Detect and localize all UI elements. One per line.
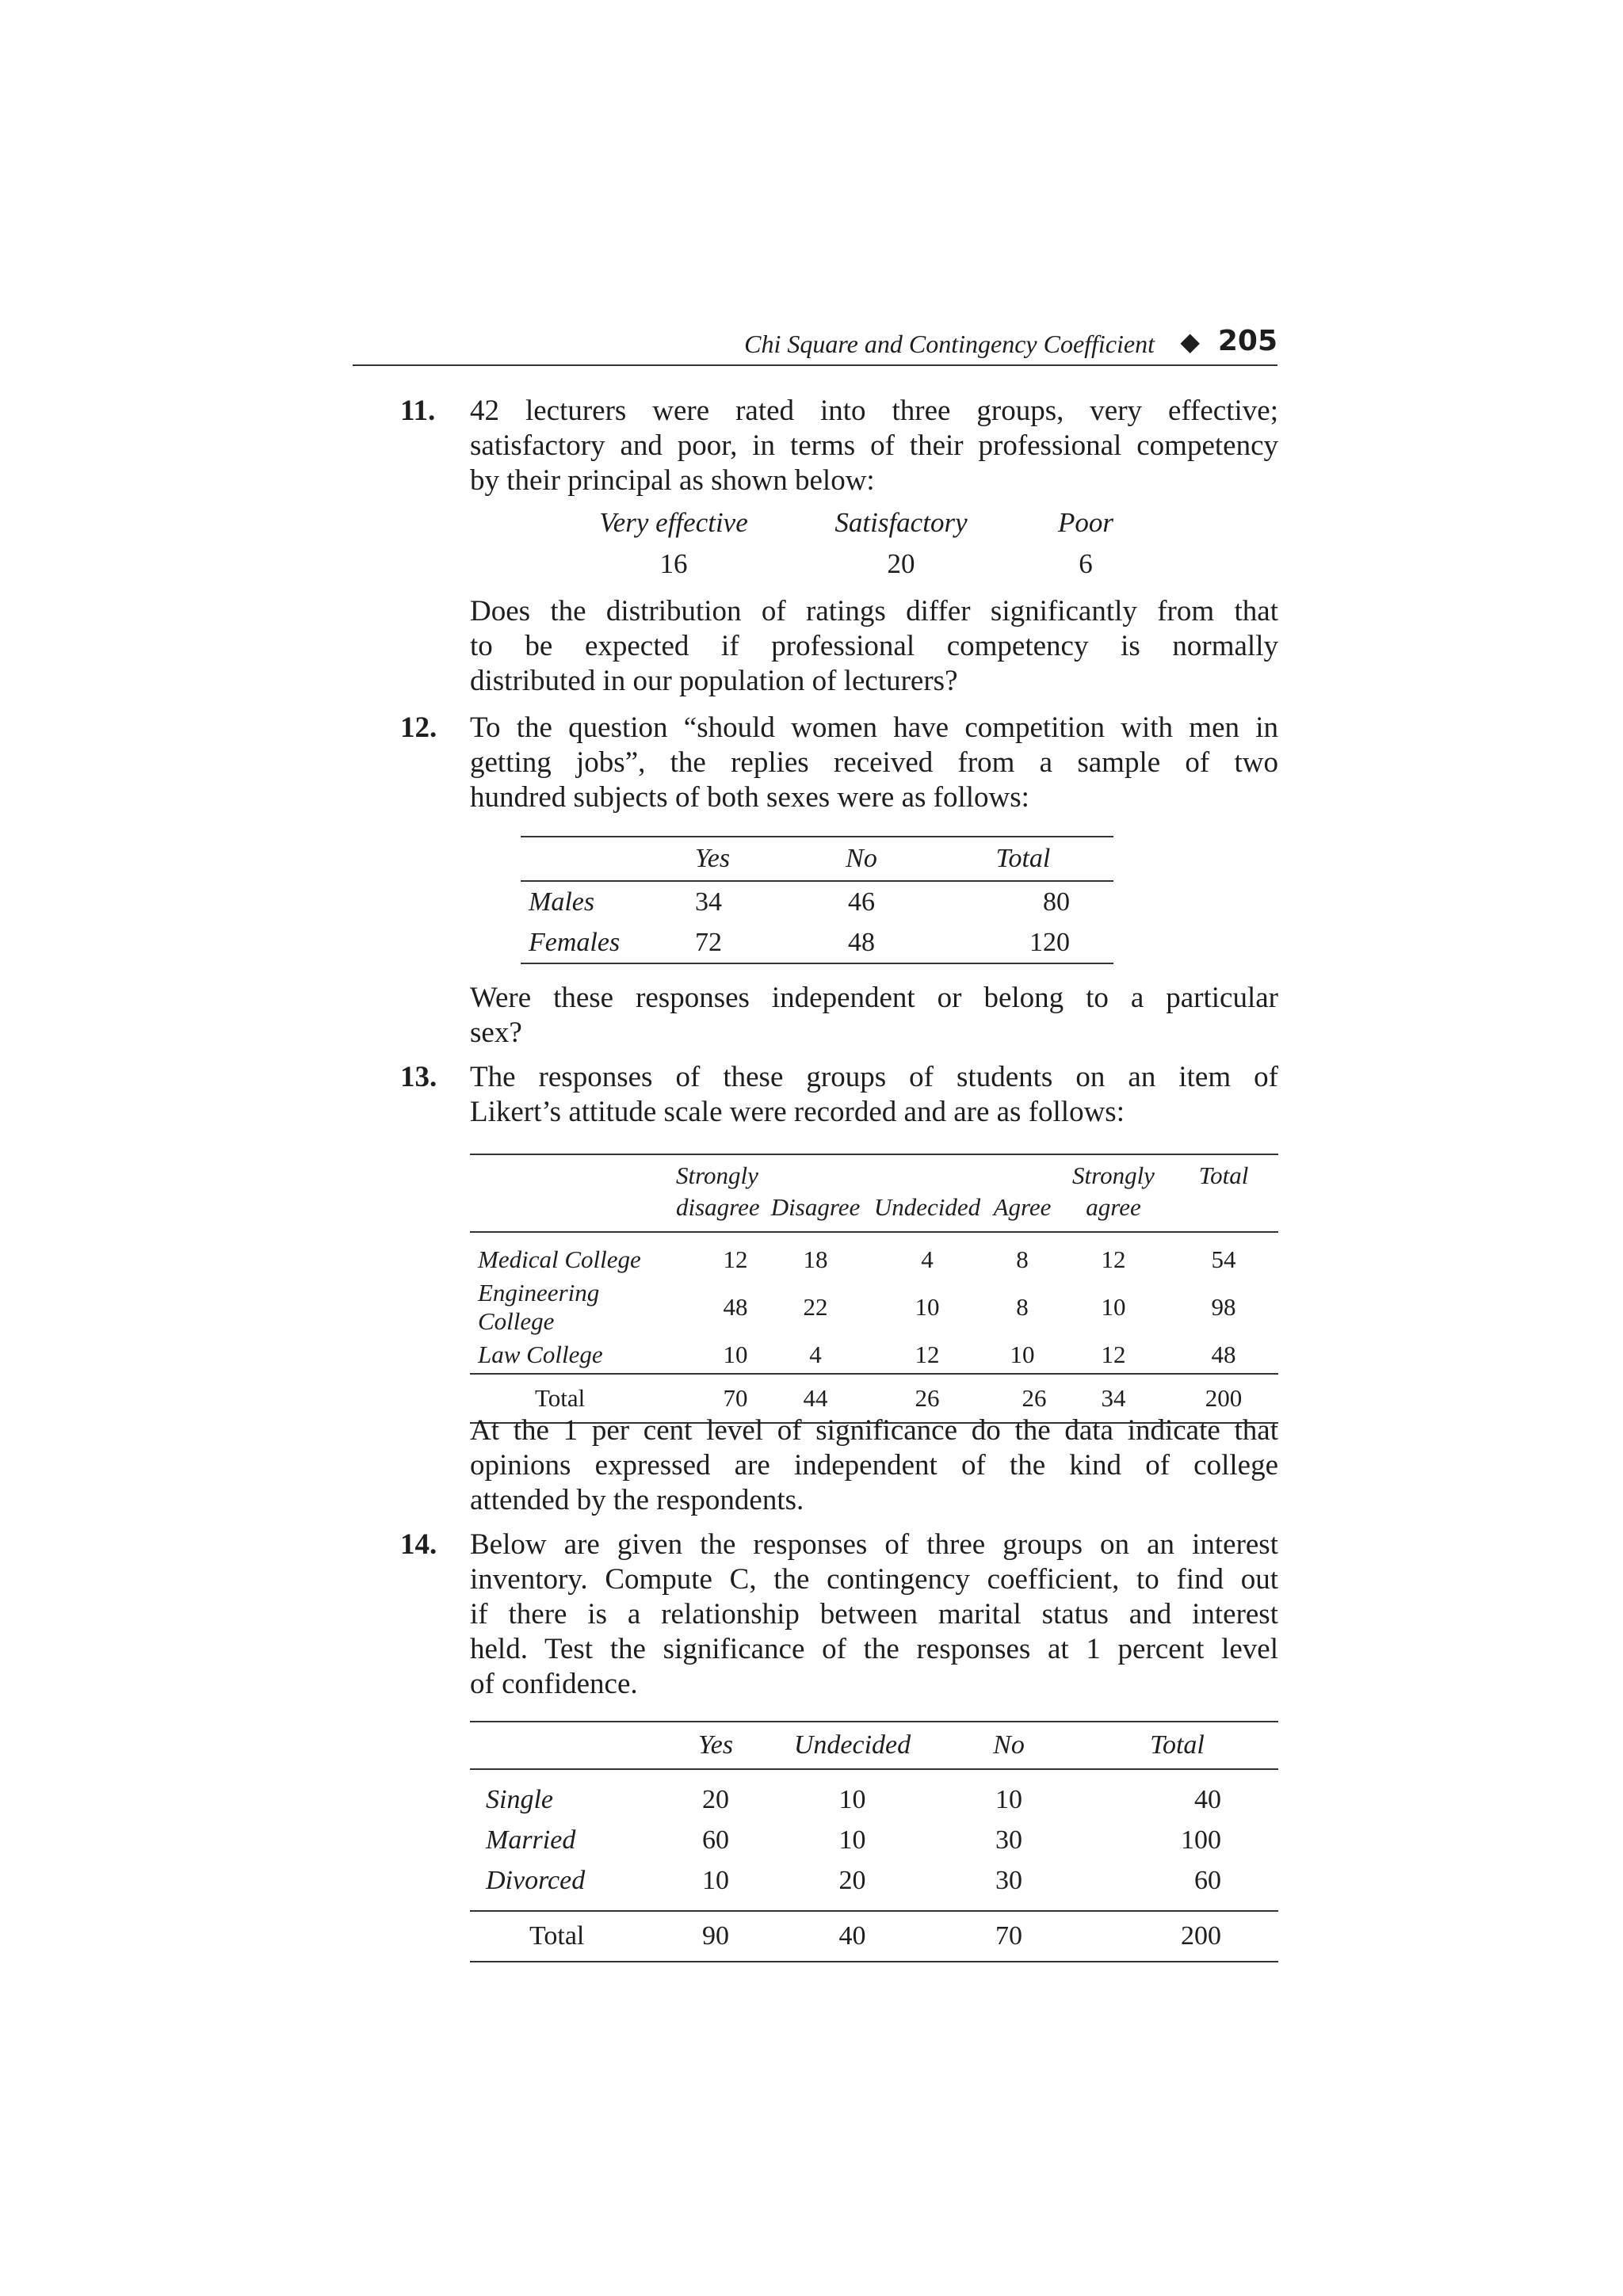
table-cell: 10	[915, 1293, 940, 1321]
table-header	[868, 1154, 987, 1232]
table-cell: 46	[848, 887, 875, 917]
rating-header-very-effective: Very effective	[599, 507, 748, 538]
table-cell: Total	[535, 1384, 586, 1412]
table-row	[470, 1279, 1278, 1336]
table-header-row	[521, 837, 1113, 881]
text-line: attended by the respondents.	[470, 1484, 804, 1516]
table-cell: 60	[702, 1825, 729, 1855]
table-cell: Medical College	[478, 1245, 641, 1273]
table-cell: 12	[915, 1340, 940, 1368]
text-line: inventory. Compute C, the contingency coefficient, to find out	[470, 1563, 1278, 1596]
table-cell: 12	[723, 1245, 748, 1273]
table-header	[470, 1154, 676, 1232]
table-header: Yes	[697, 1730, 734, 1760]
question-14-text	[470, 1527, 1278, 1702]
table-cell: 48	[723, 1293, 748, 1321]
rating-value-poor: 6	[1079, 548, 1093, 579]
likert-response-table	[470, 1154, 1278, 1424]
running-header	[353, 325, 1277, 366]
text-line: if there is a relationship between marital status and interest	[470, 1598, 1278, 1630]
table-cell: Engineering College	[478, 1279, 600, 1335]
table-cell: 60	[1194, 1865, 1221, 1895]
table-header	[521, 837, 695, 881]
table-cell: 10	[995, 1784, 1022, 1814]
table-header	[763, 1154, 868, 1232]
question-11-prompt	[470, 594, 1278, 699]
rating-value-very-effective: 16	[659, 548, 688, 579]
table-cell: 30	[995, 1825, 1022, 1855]
text-line: opinions expressed are independent of the kind of college	[470, 1449, 1278, 1482]
table-cell: Females	[529, 927, 621, 957]
table-cell: 30	[995, 1865, 1022, 1895]
table-cell: Males	[529, 887, 595, 917]
table-cell: 10	[702, 1865, 729, 1895]
table-header	[470, 1722, 668, 1769]
question-11-text	[470, 394, 1278, 498]
page-number: 205	[1217, 325, 1277, 357]
table-row	[470, 1820, 1278, 1860]
text-line: Likert’s attitude scale were recorded and are as follows:	[470, 1096, 1125, 1128]
question-13-text	[470, 1060, 1278, 1130]
table-cell: 22	[803, 1293, 828, 1321]
text-line: by their principal as shown below:	[470, 464, 875, 497]
table-cell: 48	[848, 927, 875, 957]
question-14-number: 14.	[400, 1528, 437, 1561]
table-header: No	[993, 1730, 1025, 1760]
table-cell: 12	[1101, 1340, 1126, 1368]
question-12-text	[470, 711, 1278, 815]
text-line: distributed in our population of lecturers?	[470, 665, 958, 697]
table-row	[470, 1860, 1278, 1911]
table-cell: 200	[1205, 1384, 1243, 1412]
gender-response-table	[521, 836, 1113, 964]
table-cell: 34	[1101, 1384, 1126, 1412]
table-cell: 10	[838, 1825, 866, 1855]
table-cell: Law College	[478, 1340, 603, 1368]
table-header-row	[470, 1722, 1278, 1769]
text-line: To the question “should women have competition with men in	[470, 711, 1278, 744]
text-line: satisfactory and poor, in terms of their professional competency	[470, 429, 1278, 462]
table-cell: 10	[723, 1340, 748, 1368]
table-cell: 26	[915, 1384, 940, 1412]
table-cell: 48	[1211, 1340, 1236, 1368]
rating-value-satisfactory: 20	[887, 548, 915, 579]
table-header	[1169, 1154, 1278, 1232]
question-13-number: 13.	[400, 1061, 437, 1093]
table-cell: Divorced	[486, 1865, 586, 1895]
table-cell: 10	[1010, 1340, 1035, 1368]
table-cell: Married	[486, 1825, 576, 1855]
table-row	[470, 1769, 1278, 1820]
table-cell: 80	[1043, 887, 1070, 917]
rating-header-poor: Poor	[1058, 507, 1113, 538]
table-cell: 70	[723, 1384, 748, 1412]
header-line: Total	[1198, 1161, 1249, 1189]
table-header: Total	[1150, 1730, 1205, 1760]
table-cell: 20	[838, 1865, 866, 1895]
table-cell: 20	[702, 1784, 729, 1814]
table-cell: 18	[803, 1245, 828, 1273]
text-line: Below are given the responses of three groups on an interest	[470, 1528, 1278, 1561]
table-header	[1058, 1154, 1169, 1232]
table-row	[521, 922, 1113, 963]
table-total-row	[470, 1911, 1278, 1962]
text-line: At the 1 per cent level of significance do the data indicate that	[470, 1414, 1278, 1447]
table-cell: 72	[695, 927, 722, 957]
table-cell: 4	[809, 1340, 822, 1368]
question-11-number: 11.	[400, 395, 436, 427]
text-line: 42 lecturers were rated into three groups, very effective;	[470, 395, 1278, 427]
header-line: Undecided	[873, 1193, 981, 1221]
table-cell: 34	[695, 887, 722, 917]
text-line: The responses of these groups of students on an item of	[470, 1061, 1278, 1093]
table-header-row	[470, 1154, 1278, 1232]
text-line: sex?	[470, 1016, 522, 1049]
header-line: Strongly	[1072, 1161, 1155, 1189]
table-cell: 90	[702, 1921, 729, 1951]
table-cell: 54	[1211, 1245, 1236, 1273]
table-cell: 4	[921, 1245, 934, 1273]
table-header	[987, 1154, 1058, 1232]
table-header: Undecided	[793, 1730, 911, 1760]
table-cell: 10	[1101, 1293, 1126, 1321]
text-line: Does the distribution of ratings differ significantly from that	[470, 595, 1278, 627]
text-line: hundred subjects of both sexes were as follows:	[470, 781, 1029, 814]
table-header: No	[846, 844, 877, 873]
header-line: disagree	[676, 1193, 760, 1221]
question-12-prompt	[470, 981, 1278, 1051]
question-12-number: 12.	[400, 711, 437, 744]
running-title: Chi Square and Contingency Coefficient	[744, 330, 1155, 358]
marital-status-table	[470, 1721, 1278, 1962]
table-cell: 100	[1181, 1825, 1221, 1855]
table-cell: 10	[838, 1784, 866, 1814]
text-line: Were these responses independent or belong to a particular	[470, 982, 1278, 1014]
table-cell: 12	[1101, 1245, 1126, 1273]
table-header: Total	[995, 844, 1051, 873]
header-line: Disagree	[770, 1193, 861, 1221]
table-cell: 98	[1211, 1293, 1236, 1321]
text-line: getting jobs”, the replies received from a sample of two	[470, 746, 1278, 779]
table-cell: 26	[1022, 1384, 1047, 1412]
text-line: held. Test the significance of the responses at 1 percent level	[470, 1633, 1278, 1665]
header-line: agree	[1086, 1193, 1141, 1221]
table-row	[521, 881, 1113, 922]
header-line: Strongly	[676, 1161, 758, 1189]
table-cell: 120	[1029, 927, 1070, 957]
header-line: Agree	[993, 1193, 1052, 1221]
text-line: to be expected if professional competency is normally	[470, 630, 1278, 662]
table-row	[470, 1232, 1278, 1279]
diamond-icon: ◆	[1180, 327, 1200, 356]
question-13-prompt	[470, 1413, 1278, 1518]
table-header	[676, 1154, 763, 1232]
table-cell: 44	[803, 1384, 828, 1412]
table-cell: Single	[486, 1784, 553, 1814]
table-cell: Total	[529, 1921, 585, 1951]
table-cell: 8	[1016, 1245, 1029, 1273]
table-cell: 40	[838, 1921, 866, 1951]
rating-header-satisfactory: Satisfactory	[834, 507, 968, 538]
table-row	[470, 1336, 1278, 1374]
table-cell: 40	[1194, 1784, 1221, 1814]
table-cell: 70	[995, 1921, 1022, 1951]
table-header: Yes	[695, 844, 731, 873]
table-cell: 200	[1181, 1921, 1221, 1951]
table-cell: 8	[1016, 1293, 1029, 1321]
text-line: of confidence.	[470, 1668, 638, 1700]
